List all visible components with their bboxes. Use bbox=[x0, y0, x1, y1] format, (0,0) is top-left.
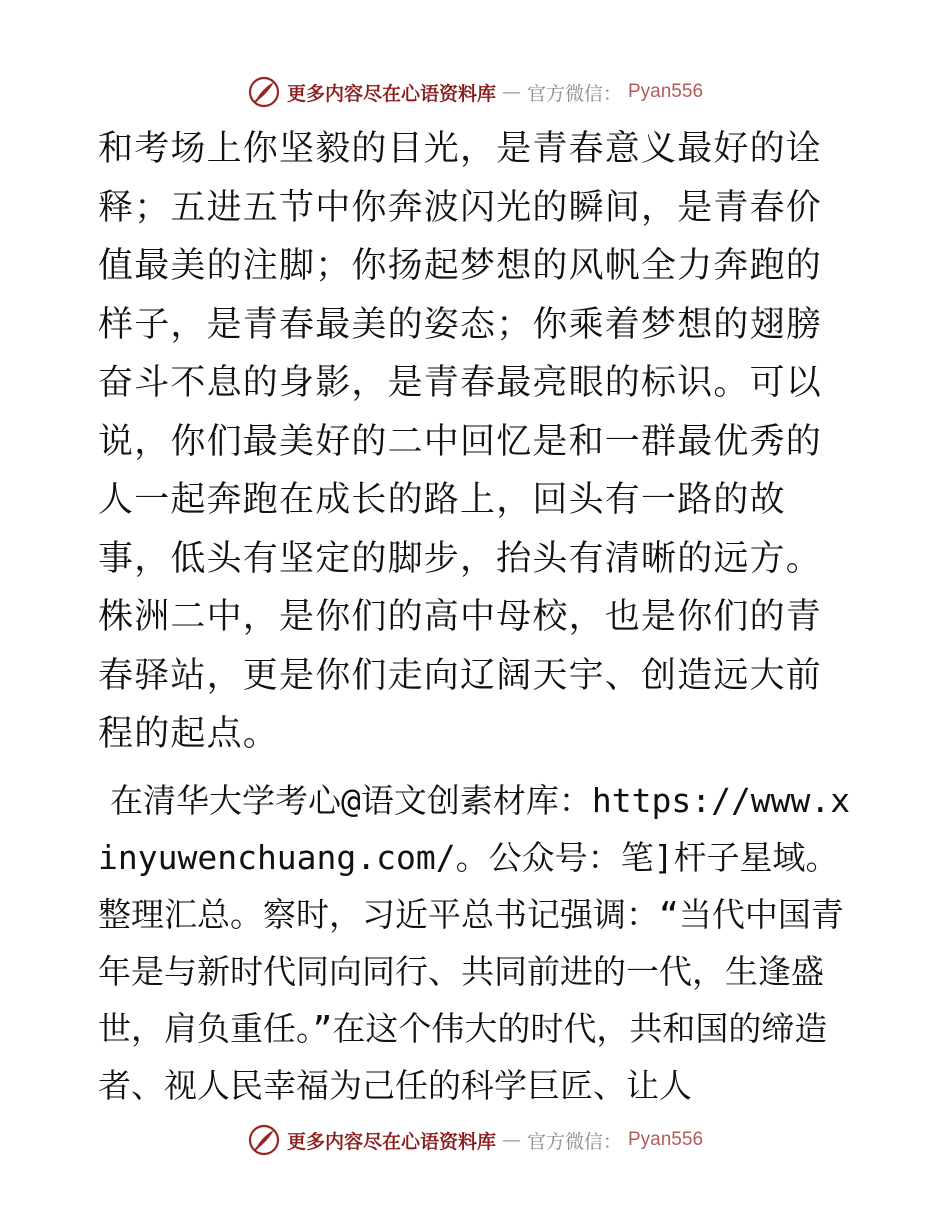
banner-separator: — bbox=[501, 1129, 521, 1151]
feather-pen-logo-icon bbox=[247, 1123, 281, 1157]
banner-brand-text: 更多内容尽在心语资料库 bbox=[286, 82, 496, 105]
banner-official-label: 官方微信： bbox=[526, 82, 622, 105]
banner-wechat-id: Pyan556 bbox=[628, 1129, 704, 1150]
document-body bbox=[98, 120, 858, 1114]
footer-banner bbox=[0, 1120, 950, 1160]
body-paragraph-1: 和考场上你坚毅的目光，是青春意义最好的诠释；五进五节中你奔波闪光的瞬间，是青春价值最美的注脚；你扬起梦想的风帆全力奔跑的样子，是青春最美的姿态；你乘着梦想的翅膀奋斗不息的身影，是青春最亮眼的标识。可以说，你们最美好的二中回忆是和一群最优秀的人一起奔跑在成长的路上，回头有一路的故事，低头有坚定的脚步，抬头有清晰的远方。株洲二中，是你们的高中母校，也是你们的青春驿站，更是你们走向辽阔天宇、创造远大前程的起点。 bbox=[98, 129, 823, 754]
body-paragraph-2: 在清华大学考心@语文创素材库：https://www.xinyuwenchuang.com/。公众号：笔]杆子星域。整理汇总。察时，习近平总书记强调：“当代中国青年是与新时代同向同行、共同前进的一代，生逢盛世，肩负重任。”在这个伟大的时代，共和国的缔造者、视人民幸福为己任的科学巨匠、让人 bbox=[98, 780, 851, 1105]
feather-pen-logo-icon bbox=[247, 75, 281, 109]
header-banner bbox=[0, 72, 950, 112]
banner-official-label: 官方微信： bbox=[526, 1130, 622, 1153]
banner-wechat-id: Pyan556 bbox=[628, 81, 704, 102]
banner-separator: — bbox=[501, 81, 521, 103]
banner-brand-text: 更多内容尽在心语资料库 bbox=[286, 1130, 496, 1153]
